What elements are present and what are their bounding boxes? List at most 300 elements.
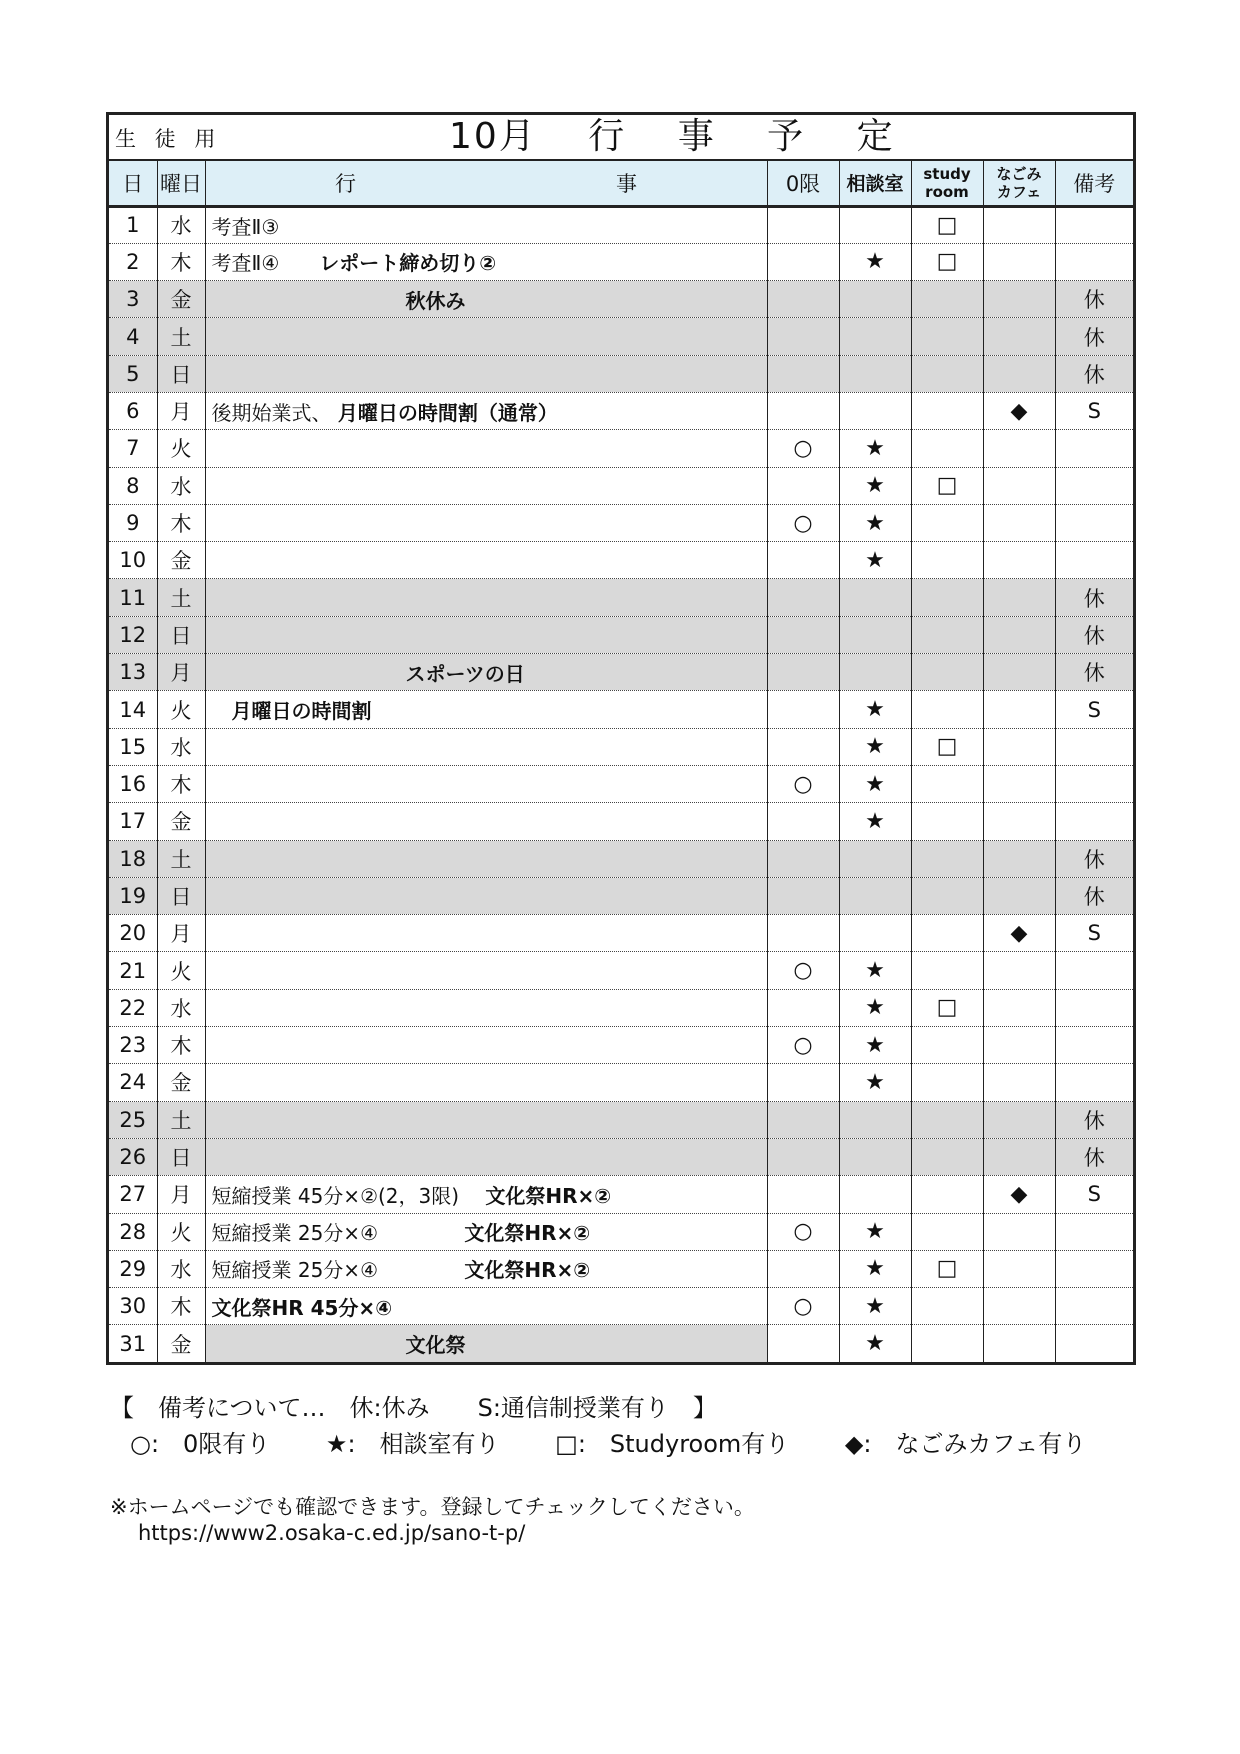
table-row — [109, 803, 1133, 840]
remarks-cell — [1055, 542, 1133, 579]
study-room-cell — [911, 430, 983, 467]
event-text-bold: 秋休み — [405, 288, 466, 313]
day-cell: 10 — [109, 542, 157, 579]
nagomi-cafe-cell — [983, 803, 1055, 840]
weekday-cell: 土 — [157, 840, 205, 877]
event-cell — [205, 1288, 767, 1325]
nagomi-cafe-cell: ◆ — [983, 915, 1055, 952]
title-row — [109, 115, 1133, 161]
weekday-cell: 日 — [157, 1138, 205, 1175]
remarks-cell: 休 — [1055, 318, 1133, 355]
nagomi-cafe-cell — [983, 691, 1055, 728]
day-cell: 31 — [109, 1325, 157, 1362]
event-cell — [205, 616, 767, 653]
remarks-cell — [1055, 1250, 1133, 1287]
day-cell: 14 — [109, 691, 157, 728]
table-row — [109, 243, 1133, 280]
zero-period-cell — [767, 281, 839, 318]
table-row — [109, 765, 1133, 802]
col-weekday: 曜日 — [157, 161, 205, 206]
schedule-sheet — [106, 112, 1136, 1365]
nagomi-cafe-cell — [983, 281, 1055, 318]
nagomi-cafe-cell — [983, 654, 1055, 691]
study-room-cell — [911, 1288, 983, 1325]
weekday-cell: 土 — [157, 318, 205, 355]
homepage-url[interactable]: https://www2.osaka-c.ed.jp/sano-t-p/ — [138, 1521, 526, 1545]
study-room-cell — [911, 542, 983, 579]
weekday-cell: 水 — [157, 467, 205, 504]
zero-period-cell: ○ — [767, 952, 839, 989]
counsel-room-cell: ★ — [839, 765, 911, 802]
day-cell: 16 — [109, 765, 157, 802]
table-row — [109, 654, 1133, 691]
event-text-bold: 文化祭HR×② — [464, 1258, 591, 1283]
counsel-room-cell — [839, 1176, 911, 1213]
col-study-line2: room — [925, 182, 969, 201]
remarks-cell: 休 — [1055, 616, 1133, 653]
remarks-cell: 休 — [1055, 281, 1133, 318]
day-cell: 4 — [109, 318, 157, 355]
event-cell — [205, 430, 767, 467]
event-text-bold: 月曜日の時間割（通常） — [337, 400, 558, 425]
day-cell: 25 — [109, 1101, 157, 1138]
nagomi-cafe-cell — [983, 579, 1055, 616]
weekday-cell: 月 — [157, 654, 205, 691]
day-cell: 1 — [109, 206, 157, 243]
table-row — [109, 1213, 1133, 1250]
study-room-cell — [911, 504, 983, 541]
counsel-room-cell — [839, 840, 911, 877]
event-cell — [205, 355, 767, 392]
counsel-room-cell: ★ — [839, 1325, 911, 1362]
table-row — [109, 392, 1133, 429]
weekday-cell: 土 — [157, 1101, 205, 1138]
remarks-cell: 休 — [1055, 840, 1133, 877]
event-cell — [205, 1101, 767, 1138]
study-room-cell — [911, 318, 983, 355]
counsel-room-cell — [839, 318, 911, 355]
event-cell — [205, 1213, 767, 1250]
study-room-cell — [911, 1325, 983, 1362]
table-row — [109, 206, 1133, 243]
homepage-note — [110, 1494, 755, 1546]
schedule-table — [109, 161, 1133, 1362]
nagomi-cafe-cell — [983, 1027, 1055, 1064]
event-cell — [205, 691, 767, 728]
day-cell: 13 — [109, 654, 157, 691]
nagomi-cafe-cell — [983, 504, 1055, 541]
event-cell — [205, 877, 767, 914]
remarks-cell: 休 — [1055, 877, 1133, 914]
event-cell — [205, 504, 767, 541]
weekday-cell: 木 — [157, 1288, 205, 1325]
study-room-cell — [911, 654, 983, 691]
counsel-room-cell — [839, 579, 911, 616]
zero-period-cell: ○ — [767, 1213, 839, 1250]
day-cell: 17 — [109, 803, 157, 840]
event-cell — [205, 579, 767, 616]
zero-period-cell — [767, 355, 839, 392]
weekday-cell: 土 — [157, 579, 205, 616]
col-study-line1: study — [923, 164, 971, 183]
schedule-body — [109, 206, 1133, 1362]
study-room-cell — [911, 1101, 983, 1138]
remarks-cell: S — [1055, 392, 1133, 429]
study-room-cell — [911, 915, 983, 952]
counsel-room-cell — [839, 281, 911, 318]
event-text-bold: 文化祭HR×② — [464, 1221, 591, 1246]
zero-period-cell — [767, 243, 839, 280]
remarks-cell — [1055, 1064, 1133, 1101]
remarks-cell — [1055, 1027, 1133, 1064]
weekday-cell: 月 — [157, 915, 205, 952]
col-event — [205, 161, 767, 206]
weekday-cell: 火 — [157, 1213, 205, 1250]
zero-period-cell — [767, 1138, 839, 1175]
event-text: 短縮授業 45分×②(2，3限) — [211, 1183, 486, 1208]
event-text: 短縮授業 25分×④ — [211, 1221, 465, 1246]
study-room-cell — [911, 1138, 983, 1175]
zero-period-cell — [767, 1325, 839, 1362]
table-row — [109, 728, 1133, 765]
study-room-cell — [911, 691, 983, 728]
col-day: 日 — [109, 161, 157, 206]
table-row — [109, 691, 1133, 728]
weekday-cell: 木 — [157, 1027, 205, 1064]
event-cell — [205, 1064, 767, 1101]
col-event-part1: 行 — [335, 171, 356, 196]
zero-period-cell — [767, 915, 839, 952]
nagomi-cafe-cell: ◆ — [983, 392, 1055, 429]
table-row — [109, 1176, 1133, 1213]
weekday-cell: 月 — [157, 1176, 205, 1213]
counsel-room-cell — [839, 616, 911, 653]
remarks-cell — [1055, 504, 1133, 541]
counsel-room-cell: ★ — [839, 691, 911, 728]
event-text-bold: 文化祭HR×② — [485, 1183, 612, 1208]
zero-period-cell — [767, 1176, 839, 1213]
day-cell: 9 — [109, 504, 157, 541]
remarks-cell — [1055, 206, 1133, 243]
event-text-bold: 文化祭HR 45分×④ — [211, 1295, 393, 1320]
weekday-cell: 月 — [157, 392, 205, 429]
note-text: ※ホームページでも確認できます。登録してチェックしてください。 — [110, 1495, 755, 1519]
legend — [110, 1390, 1086, 1462]
event-cell — [205, 243, 767, 280]
study-room-cell — [911, 355, 983, 392]
counsel-room-cell: ★ — [839, 430, 911, 467]
weekday-cell: 木 — [157, 243, 205, 280]
remarks-cell — [1055, 243, 1133, 280]
zero-period-cell: ○ — [767, 765, 839, 802]
zero-period-cell — [767, 1250, 839, 1287]
study-room-cell — [911, 616, 983, 653]
audience-label: 生 徒 用 — [115, 127, 222, 151]
zero-period-cell — [767, 1101, 839, 1138]
nagomi-cafe-cell — [983, 318, 1055, 355]
study-room-cell — [911, 392, 983, 429]
zero-period-cell — [767, 989, 839, 1026]
remarks-cell: 休 — [1055, 355, 1133, 392]
day-cell: 29 — [109, 1250, 157, 1287]
zero-period-cell — [767, 654, 839, 691]
remarks-cell: 休 — [1055, 579, 1133, 616]
remarks-cell: 休 — [1055, 1101, 1133, 1138]
event-cell — [205, 281, 767, 318]
table-row — [109, 989, 1133, 1026]
event-cell — [205, 1138, 767, 1175]
header-row — [109, 161, 1133, 206]
study-room-cell — [911, 765, 983, 802]
remarks-cell: 休 — [1055, 1138, 1133, 1175]
zero-period-cell: ○ — [767, 430, 839, 467]
study-room-cell — [911, 877, 983, 914]
nagomi-cafe-cell — [983, 1064, 1055, 1101]
legend-line2: ○: 0限有り ★: 相談室有り □: Studyroom有り ◆: なごみカフェ有り — [130, 1430, 1087, 1458]
day-cell: 8 — [109, 467, 157, 504]
zero-period-cell — [767, 1064, 839, 1101]
legend-line1: 【 備考について… 休:休み S:通信制授業有り 】 — [110, 1394, 717, 1422]
nagomi-cafe-cell — [983, 877, 1055, 914]
remarks-cell — [1055, 803, 1133, 840]
event-cell — [205, 989, 767, 1026]
table-row — [109, 467, 1133, 504]
weekday-cell: 水 — [157, 989, 205, 1026]
counsel-room-cell: ★ — [839, 989, 911, 1026]
nagomi-cafe-cell — [983, 1213, 1055, 1250]
weekday-cell: 金 — [157, 1064, 205, 1101]
counsel-room-cell — [839, 915, 911, 952]
table-row — [109, 616, 1133, 653]
event-cell — [205, 318, 767, 355]
day-cell: 28 — [109, 1213, 157, 1250]
counsel-room-cell: ★ — [839, 952, 911, 989]
study-room-cell: □ — [911, 206, 983, 243]
remarks-cell: S — [1055, 691, 1133, 728]
table-row — [109, 1027, 1133, 1064]
table-row — [109, 1064, 1133, 1101]
study-room-cell — [911, 1176, 983, 1213]
nagomi-cafe-cell — [983, 467, 1055, 504]
weekday-cell: 木 — [157, 504, 205, 541]
nagomi-cafe-cell — [983, 1325, 1055, 1362]
remarks-cell — [1055, 765, 1133, 802]
study-room-cell: □ — [911, 989, 983, 1026]
table-row — [109, 281, 1133, 318]
counsel-room-cell — [839, 206, 911, 243]
col-cafe — [983, 161, 1055, 206]
table-row — [109, 318, 1133, 355]
event-cell — [205, 392, 767, 429]
weekday-cell: 金 — [157, 281, 205, 318]
nagomi-cafe-cell — [983, 989, 1055, 1026]
study-room-cell — [911, 281, 983, 318]
day-cell: 11 — [109, 579, 157, 616]
day-cell: 24 — [109, 1064, 157, 1101]
table-row — [109, 1325, 1133, 1362]
event-cell — [205, 206, 767, 243]
weekday-cell: 水 — [157, 206, 205, 243]
weekday-cell: 火 — [157, 691, 205, 728]
table-row — [109, 840, 1133, 877]
study-room-cell — [911, 952, 983, 989]
nagomi-cafe-cell — [983, 355, 1055, 392]
day-cell: 30 — [109, 1288, 157, 1325]
nagomi-cafe-cell — [983, 952, 1055, 989]
counsel-room-cell: ★ — [839, 1250, 911, 1287]
table-row — [109, 877, 1133, 914]
col-cafe-line1: なごみ — [996, 164, 1042, 183]
nagomi-cafe-cell — [983, 1101, 1055, 1138]
event-cell — [205, 542, 767, 579]
event-cell — [205, 728, 767, 765]
event-text-bold: レポート締め切り② — [319, 251, 497, 276]
nagomi-cafe-cell — [983, 616, 1055, 653]
day-cell: 21 — [109, 952, 157, 989]
weekday-cell: 日 — [157, 877, 205, 914]
day-cell: 12 — [109, 616, 157, 653]
remarks-cell — [1055, 1325, 1133, 1362]
counsel-room-cell: ★ — [839, 1027, 911, 1064]
counsel-room-cell: ★ — [839, 1064, 911, 1101]
study-room-cell — [911, 1027, 983, 1064]
col-event-part2: 事 — [616, 171, 637, 196]
day-cell: 15 — [109, 728, 157, 765]
event-cell — [205, 765, 767, 802]
zero-period-cell: ○ — [767, 1027, 839, 1064]
zero-period-cell — [767, 728, 839, 765]
weekday-cell: 金 — [157, 803, 205, 840]
table-row — [109, 1250, 1133, 1287]
zero-period-cell — [767, 392, 839, 429]
col-zero: 0限 — [767, 161, 839, 206]
weekday-cell: 金 — [157, 1325, 205, 1362]
remarks-cell — [1055, 1213, 1133, 1250]
remarks-cell — [1055, 467, 1133, 504]
event-cell — [205, 952, 767, 989]
zero-period-cell: ○ — [767, 1288, 839, 1325]
nagomi-cafe-cell — [983, 765, 1055, 802]
study-room-cell: □ — [911, 467, 983, 504]
col-study — [911, 161, 983, 206]
weekday-cell: 火 — [157, 430, 205, 467]
nagomi-cafe-cell — [983, 430, 1055, 467]
event-cell — [205, 1027, 767, 1064]
zero-period-cell — [767, 206, 839, 243]
counsel-room-cell: ★ — [839, 504, 911, 541]
event-text: 考査Ⅱ④ — [211, 251, 320, 276]
nagomi-cafe-cell — [983, 1250, 1055, 1287]
day-cell: 7 — [109, 430, 157, 467]
zero-period-cell — [767, 467, 839, 504]
counsel-room-cell — [839, 654, 911, 691]
zero-period-cell — [767, 840, 839, 877]
counsel-room-cell — [839, 1101, 911, 1138]
zero-period-cell — [767, 691, 839, 728]
table-row — [109, 430, 1133, 467]
nagomi-cafe-cell — [983, 840, 1055, 877]
counsel-room-cell — [839, 877, 911, 914]
zero-period-cell: ○ — [767, 504, 839, 541]
table-row — [109, 1138, 1133, 1175]
day-cell: 22 — [109, 989, 157, 1026]
page-title: 10月 行 事 予 定 — [449, 116, 895, 157]
event-text — [212, 699, 232, 723]
counsel-room-cell: ★ — [839, 728, 911, 765]
table-row — [109, 915, 1133, 952]
nagomi-cafe-cell — [983, 542, 1055, 579]
counsel-room-cell — [839, 355, 911, 392]
remarks-cell: S — [1055, 915, 1133, 952]
col-counsel: 相談室 — [839, 161, 911, 206]
zero-period-cell — [767, 579, 839, 616]
counsel-room-cell: ★ — [839, 1213, 911, 1250]
event-cell — [205, 1176, 767, 1213]
study-room-cell — [911, 840, 983, 877]
weekday-cell: 日 — [157, 616, 205, 653]
event-cell — [205, 915, 767, 952]
remarks-cell — [1055, 430, 1133, 467]
remarks-cell — [1055, 1288, 1133, 1325]
counsel-room-cell: ★ — [839, 542, 911, 579]
col-cafe-line2: カフェ — [996, 182, 1042, 201]
event-text-bold: 月曜日の時間割 — [231, 699, 372, 723]
remarks-cell — [1055, 952, 1133, 989]
counsel-room-cell: ★ — [839, 243, 911, 280]
study-room-cell — [911, 1064, 983, 1101]
weekday-cell: 火 — [157, 952, 205, 989]
remarks-cell — [1055, 728, 1133, 765]
day-cell: 5 — [109, 355, 157, 392]
counsel-room-cell: ★ — [839, 1288, 911, 1325]
nagomi-cafe-cell: ◆ — [983, 1176, 1055, 1213]
table-row — [109, 504, 1133, 541]
event-cell — [205, 467, 767, 504]
study-room-cell: □ — [911, 243, 983, 280]
event-text-bold: スポーツの日 — [405, 661, 525, 686]
event-text: 考査Ⅱ③ — [211, 214, 280, 239]
weekday-cell: 水 — [157, 728, 205, 765]
counsel-room-cell: ★ — [839, 803, 911, 840]
remarks-cell: S — [1055, 1176, 1133, 1213]
event-text: 短縮授業 25分×④ — [211, 1258, 465, 1283]
table-row — [109, 1288, 1133, 1325]
day-cell: 3 — [109, 281, 157, 318]
table-row — [109, 1101, 1133, 1138]
table-row — [109, 952, 1133, 989]
day-cell: 27 — [109, 1176, 157, 1213]
remarks-cell: 休 — [1055, 654, 1133, 691]
day-cell: 6 — [109, 392, 157, 429]
study-room-cell: □ — [911, 728, 983, 765]
day-cell: 2 — [109, 243, 157, 280]
day-cell: 23 — [109, 1027, 157, 1064]
table-row — [109, 355, 1133, 392]
remarks-cell — [1055, 989, 1133, 1026]
zero-period-cell — [767, 542, 839, 579]
table-row — [109, 542, 1133, 579]
weekday-cell: 水 — [157, 1250, 205, 1287]
day-cell: 19 — [109, 877, 157, 914]
zero-period-cell — [767, 877, 839, 914]
nagomi-cafe-cell — [983, 243, 1055, 280]
counsel-room-cell — [839, 1138, 911, 1175]
study-room-cell — [911, 803, 983, 840]
nagomi-cafe-cell — [983, 206, 1055, 243]
nagomi-cafe-cell — [983, 1288, 1055, 1325]
day-cell: 20 — [109, 915, 157, 952]
event-cell — [205, 1250, 767, 1287]
